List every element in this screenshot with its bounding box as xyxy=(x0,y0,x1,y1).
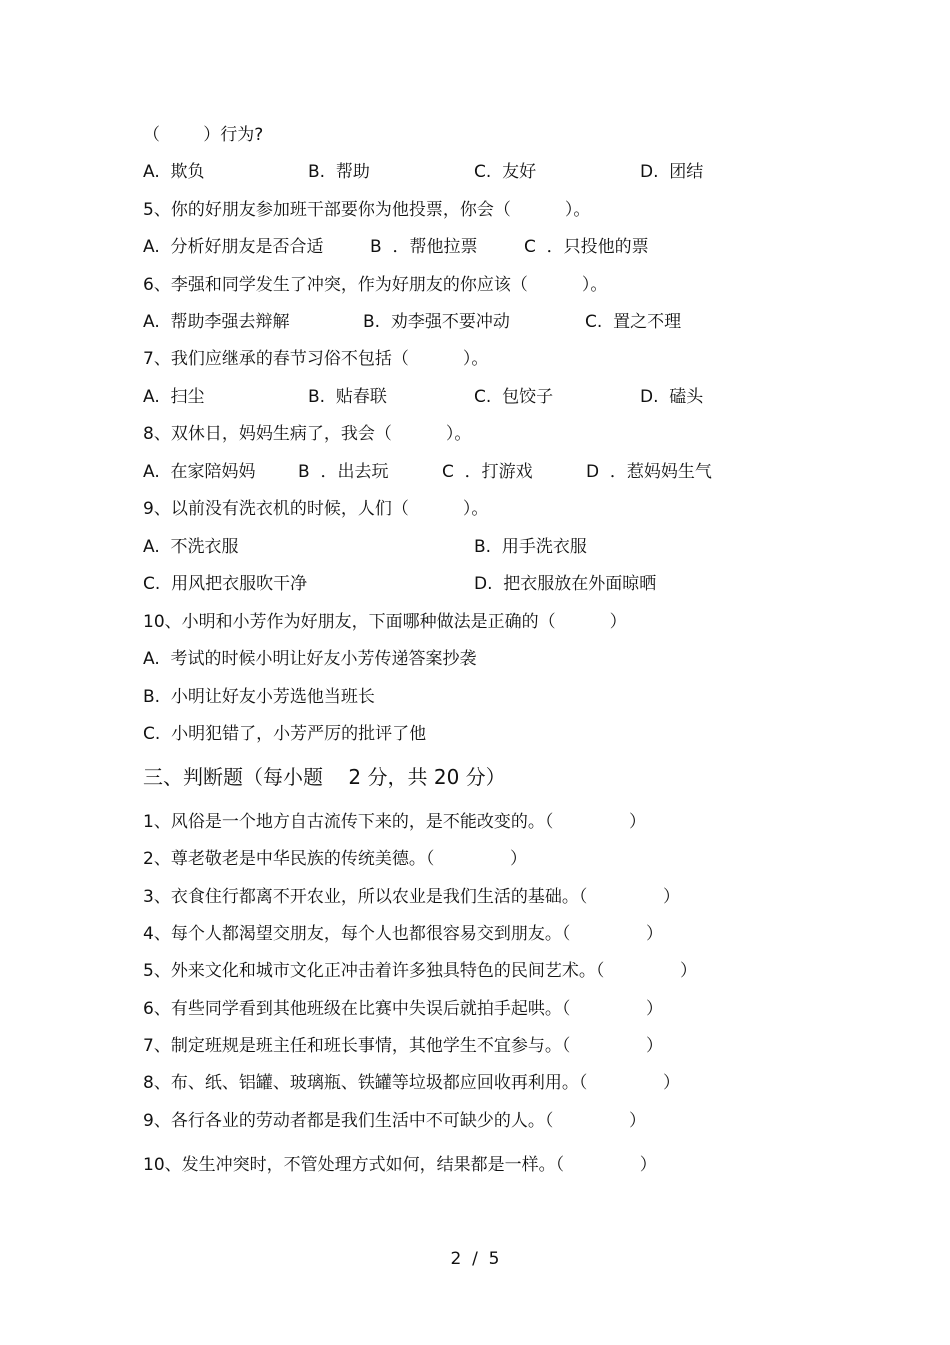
tf-item: 5、外来文化和城市文化正冲击着许多独具特色的民间艺术。（ ） xyxy=(143,961,697,981)
q4-option-b: B. 帮助 xyxy=(308,162,370,182)
q9-option-b: B. 用手洗衣服 xyxy=(474,537,587,557)
q10-option-b: B. 小明让好友小芳选他当班长 xyxy=(143,687,375,707)
question-8: 8、双休日，妈妈生病了，我会（ ）。 xyxy=(143,424,472,444)
q8-option-a: A. 在家陪妈妈 xyxy=(143,462,256,482)
tf-item: 2、尊老敬老是中华民族的传统美德。（ ） xyxy=(143,849,527,869)
q7-option-c: C. 包饺子 xyxy=(474,387,554,407)
q9-option-c: C. 用风把衣服吹干净 xyxy=(143,574,308,594)
q4-option-c: C. 友好 xyxy=(474,162,537,182)
q6-option-c: C. 置之不理 xyxy=(585,312,682,332)
q7-option-a: A. 扫尘 xyxy=(143,387,205,407)
q4-option-a: A. 欺负 xyxy=(143,162,205,182)
question-4-tail: （ ）行为? xyxy=(143,125,264,145)
q8-option-b: B ．出去玩 xyxy=(298,462,389,482)
q7-option-d: D. 磕头 xyxy=(640,387,704,407)
tf-item: 9、各行各业的劳动者都是我们生活中不可缺少的人。（ ） xyxy=(143,1111,646,1131)
question-10: 10、小明和小芳作为好朋友，下面哪种做法是正确的（ ） xyxy=(143,612,627,632)
q10-option-a: A. 考试的时候小明让好友小芳传递答案抄袭 xyxy=(143,649,477,669)
q5-option-b: B ．帮他拉票 xyxy=(370,237,478,257)
tf-item: 3、衣食住行都离不开农业，所以农业是我们生活的基础。（ ） xyxy=(143,887,680,907)
tf-item: 4、每个人都渴望交朋友，每个人也都很容易交到朋友。（ ） xyxy=(143,924,663,944)
tf-item: 6、有些同学看到其他班级在比赛中失误后就拍手起哄。（ ） xyxy=(143,999,663,1019)
tf-item: 8、布、纸、铝罐、玻璃瓶、铁罐等垃圾都应回收再利用。（ ） xyxy=(143,1073,680,1093)
question-6: 6、李强和同学发生了冲突，作为好朋友的你应该（ ）。 xyxy=(143,275,608,295)
q10-option-c: C. 小明犯错了，小芳严厉的批评了他 xyxy=(143,724,427,744)
page-number: 2 / 5 xyxy=(450,1249,500,1269)
section-title-true-false: 三、判断题（每小题 2 分，共 20 分） xyxy=(143,765,506,789)
question-5: 5、你的好朋友参加班干部要你为他投票，你会（ ）。 xyxy=(143,200,591,220)
q9-option-d: D. 把衣服放在外面晾晒 xyxy=(474,574,657,594)
tf-item: 7、制定班规是班主任和班长事情，其他学生不宜参与。（ ） xyxy=(143,1036,663,1056)
question-7: 7、我们应继承的春节习俗不包括（ ）。 xyxy=(143,349,489,369)
question-9: 9、以前没有洗衣机的时候，人们（ ）。 xyxy=(143,499,489,519)
q6-option-b: B. 劝李强不要冲动 xyxy=(363,312,510,332)
q7-option-b: B. 贴春联 xyxy=(308,387,387,407)
q8-option-c: C ．打游戏 xyxy=(442,462,533,482)
q5-option-a: A. 分析好朋友是否合适 xyxy=(143,237,324,257)
q9-option-a: A. 不洗衣服 xyxy=(143,537,239,557)
q6-option-a: A. 帮助李强去辩解 xyxy=(143,312,290,332)
q5-option-c: C ．只投他的票 xyxy=(524,237,649,257)
tf-item: 1、风俗是一个地方自古流传下来的，是不能改变的。（ ） xyxy=(143,812,646,832)
q4-option-d: D. 团结 xyxy=(640,162,704,182)
q8-option-d: D ．惹妈妈生气 xyxy=(586,462,712,482)
tf-item: 10、发生冲突时，不管处理方式如何，结果都是一样。（ ） xyxy=(143,1155,657,1175)
